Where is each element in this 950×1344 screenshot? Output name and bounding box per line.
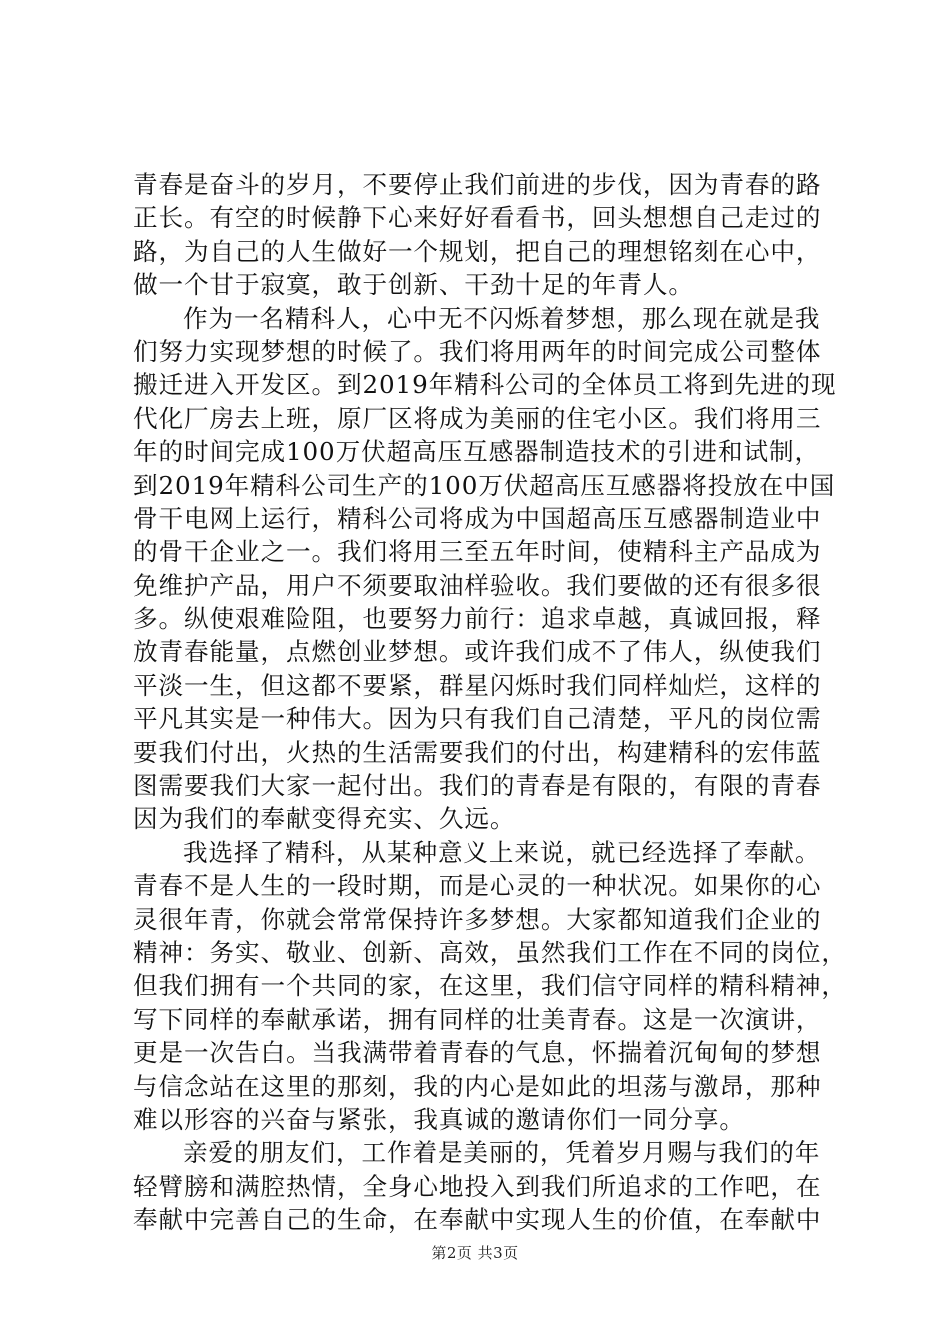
text-line: 灵很年青，你就会常常保持许多梦想。大家都知道我们企业的 [133, 904, 822, 934]
text-line: 要我们付出，火热的生活需要我们的付出，构建精科的宏伟蓝 [133, 737, 822, 767]
paragraph [133, 302, 837, 836]
text-line: 多。纵使艰难险阻，也要努力前行：追求卓越，真诚回报，释 [133, 604, 822, 634]
text-line: 做一个甘于寂寞，敢于创新、干劲十足的年青人。 [133, 270, 694, 300]
text-line: 精神：务实、敬业、创新、高效，虽然我们工作在不同的岗位， [133, 937, 847, 967]
text-line: 奉献中完善自己的生命，在奉献中实现人生的价值，在奉献中 [133, 1205, 822, 1235]
text-line: 亲爱的朋友们，工作着是美丽的，凭着岁月赐与我们的年 [183, 1138, 821, 1168]
text-line: 年的时间完成100万伏超高压互感器制造技术的引进和试制， [133, 437, 820, 467]
text-line: 平淡一生，但这都不要紧，群星闪烁时我们同样灿烂，这样的 [133, 670, 822, 700]
text-line: 作为一名精科人，心中无不闪烁着梦想，那么现在就是我 [183, 303, 821, 333]
text-line: 我选择了精科，从某种意义上来说，就已经选择了奉献。 [183, 837, 821, 867]
text-line: 正长。有空的时候静下心来好好看看书，回头想想自己走过的 [133, 203, 822, 233]
text-line: 搬迁进入开发区。到2019年精科公司的全体员工将到先进的现 [133, 370, 837, 400]
page-footer [0, 1242, 950, 1263]
text-line: 们努力实现梦想的时候了。我们将用两年的时间完成公司整体 [133, 336, 822, 366]
text-line: 青春是奋斗的岁月，不要停止我们前进的步伐，因为青春的路 [133, 170, 822, 199]
text-line: 与信念站在这里的那刻，我的内心是如此的坦荡与激昂，那种 [133, 1071, 822, 1101]
text-line: 平凡其实是一种伟大。因为只有我们自己清楚，平凡的岗位需 [133, 704, 822, 734]
text-line: 骨干电网上运行，精科公司将成为中国超高压互感器制造业中 [133, 503, 822, 533]
text-line: 免维护产品，用户不须要取油样验收。我们要做的还有很多很 [133, 570, 822, 600]
text-line: 更是一次告白。当我满带着青春的气息，怀揣着沉甸甸的梦想 [133, 1038, 822, 1068]
text-line: 但我们拥有一个共同的家，在这里，我们信守同样的精科精神， [133, 971, 847, 1001]
text-line: 青春不是人生的一段时期，而是心灵的一种状况。如果你的心 [133, 871, 822, 901]
text-line: 轻臂膀和满腔热情，全身心地投入到我们所追求的工作吧，在 [133, 1171, 822, 1201]
paragraph [133, 1136, 833, 1236]
text-line: 难以形容的兴奋与紧张，我真诚的邀请你们一同分享。 [133, 1104, 745, 1134]
text-line: 路，为自己的人生做好一个规划，把自己的理想铭刻在心中， [133, 236, 822, 266]
text-line: 因为我们的奉献变得充实、久远。 [133, 804, 516, 834]
page-number-label: 第2页 共3页 [431, 1244, 519, 1262]
document-body [133, 168, 847, 1237]
text-line: 图需要我们大家一起付出。我们的青春是有限的，有限的青春 [133, 771, 822, 801]
text-line: 的骨干企业之一。我们将用三至五年时间，使精科主产品成为 [133, 537, 822, 567]
paragraph [133, 168, 833, 302]
text-line: 代化厂房去上班，原厂区将成为美丽的住宅小区。我们将用三 [133, 403, 822, 433]
text-line: 写下同样的奉献承诺，拥有同样的壮美青春。这是一次演讲， [133, 1004, 822, 1034]
text-line: 到2019年精科公司生产的100万伏超高压互感器将投放在中国 [133, 470, 836, 500]
paragraph [133, 836, 847, 1137]
text-line: 放青春能量，点燃创业梦想。或许我们成不了伟人，纵使我们 [133, 637, 822, 667]
